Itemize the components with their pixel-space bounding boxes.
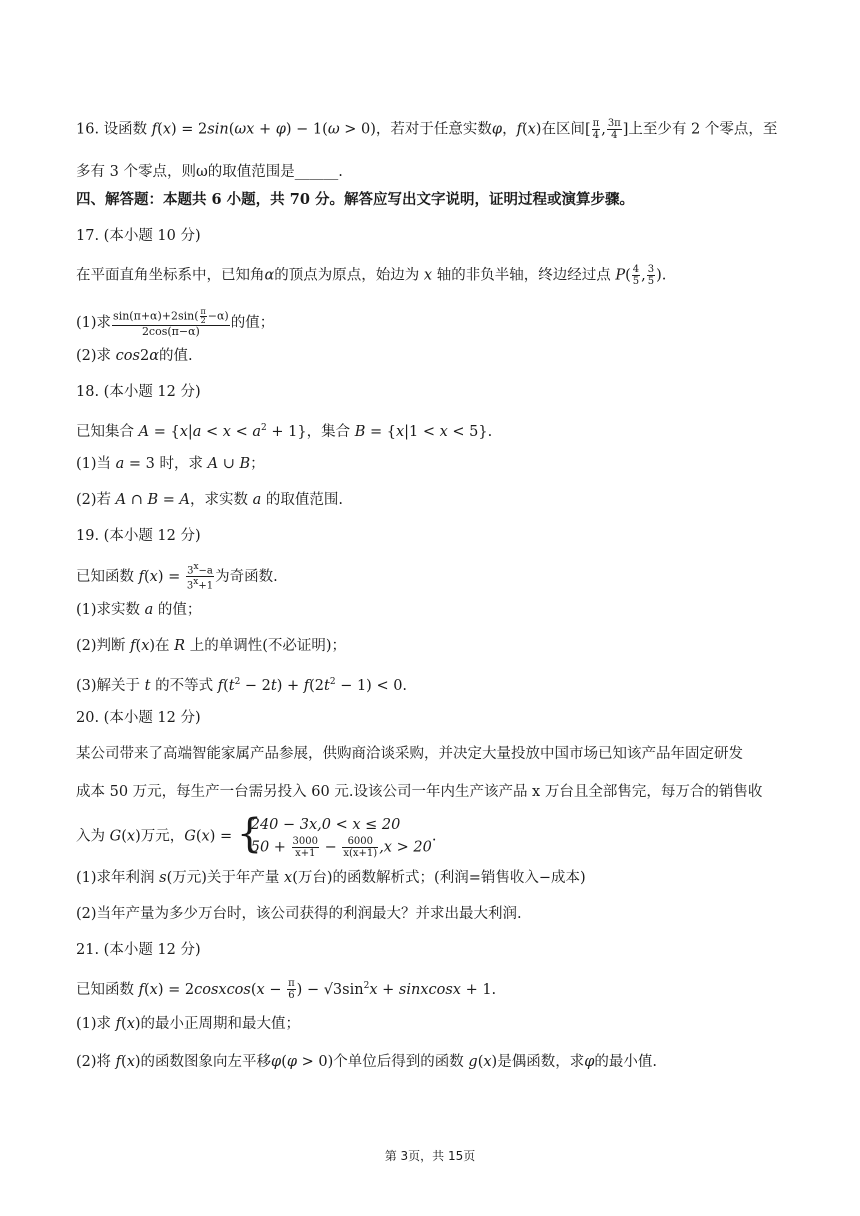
q18-part2: (2)若 A ∩ B = A，求实数 a 的取值范围. <box>76 492 344 508</box>
q20-stem2: 成本 50 万元，每生产一台需另投入 60 元.设该公司一年内生产该产品 x 万台且全部售完，每万合的销售收 <box>76 784 763 800</box>
q17-part1: (1)求 sin(π+α)+2sin( $\frac{\pi}{2}$ −α) 2cos(π−α) 的值； <box>76 307 275 338</box>
q19-stem: 已知函数 f(x) = $\frac{3^x-a}{3^x+1}$ 为奇函数. <box>76 562 278 592</box>
q18-stem: 已知集合 $A = \{x|a < x < a^2 + 1\}$，集合 B = {x|1 < x < 5}. <box>76 423 493 440</box>
q17-stem: 在平面直角坐标系中，已知角α的顶点为原点，始边为 x 轴的非负半轴，终边经过点 P( $\frac{4}{5}$ , $\frac{3}{5}$ ). <box>76 264 667 287</box>
q18-part1: (1)当 a = 3 时，求 A ∪ B； <box>76 456 265 472</box>
q19-part1: (1)求实数 a 的值； <box>76 602 202 618</box>
q20-title: 20. (本小题 12 分) <box>76 710 201 726</box>
q17-title: 17. (本小题 10 分) <box>76 228 201 244</box>
q21-part1: (1)求 f(x)的最小正周期和最大值； <box>76 1016 301 1032</box>
section-4-header: 四、解答题：本题共 6 小题，共 70 分。解答应写出文字说明，证明过程或演算步骤。 <box>76 191 634 208</box>
q17-part2: (2)求 cos2α的值. <box>76 348 193 364</box>
q21-stem: 已知函数 f(x) = 2cosxcos(x − $\frac{\pi}{6}$ ) − $√3\sin^2x$ + sinxcosx + 1. <box>76 978 497 1002</box>
q16-line1: 16. 设函数 f(x) = 2sin(ωx + φ) − 1(ω > 0)，若对于任意实数φ，f(x)在区间[ $\frac{\pi}{4}$ , $\frac{3\pi}{4}$ ]上至少有 2 个零点，至 <box>76 118 778 141</box>
q20-part2: (2)当年产量为多少万台时，该公司获得的利润最大？并求出最大利润. <box>76 906 522 922</box>
q20-part1: (1)求年利润 s(万元)关于年产量 x(万台)的函数解析式；(利润=销售收入−成本) <box>76 870 586 886</box>
q20-stem3: 入为 G(x)万元，G(x) = { 240 − 3x,0 < x ≤ 20 50 + $\frac{3000}{x+1}$ − $\frac{6000}{x(x+1)}$ ,x > 20 . <box>76 811 437 859</box>
q19-part3: (3)解关于 t 的不等式 $f(t^2 - 2t) + f(2t^2 - 1) < 0$. <box>76 677 408 694</box>
q19-part2: (2)判断 f(x)在 R 上的单调性(不必证明)； <box>76 638 347 654</box>
q18-title: 18. (本小题 12 分) <box>76 384 201 400</box>
q21-title: 21. (本小题 12 分) <box>76 942 201 958</box>
piecewise-g: { 240 − 3x,0 < x ≤ 20 50 + $\frac{3000}{x+1}$ − $\frac{6000}{x(x+1)}$ ,x > 20 <box>236 811 432 859</box>
q19-title: 19. (本小题 12 分) <box>76 528 201 544</box>
q21-part2: (2)将 f(x)的函数图象向左平移φ(φ > 0)个单位后得到的函数 g(x)是偶函数，求φ的最小值. <box>76 1054 657 1070</box>
q16-line2: 多有 3 个零点，则ω的取值范围是______. <box>76 164 343 180</box>
q20-stem1: 某公司带来了高端智能家属产品参展，供购商洽谈采购，并决定大量投放中国市场已知该产品年固定研发 <box>76 746 743 762</box>
page-footer: 第 3页，共 15页 <box>384 1149 476 1163</box>
